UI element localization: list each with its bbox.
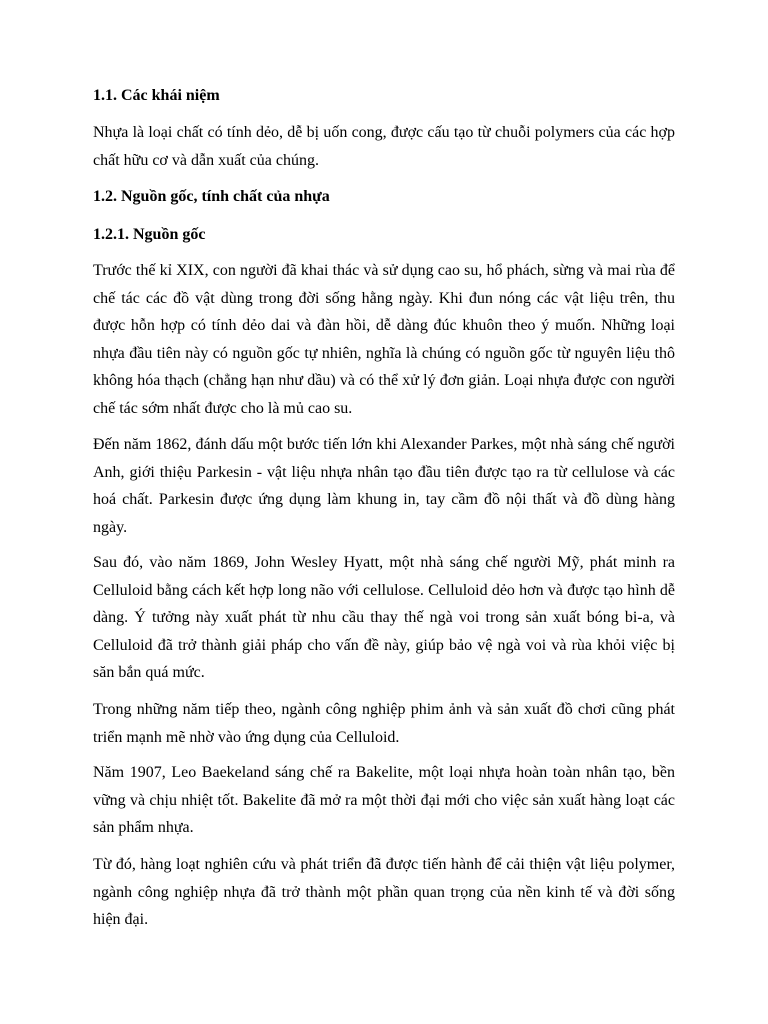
- paragraph-modern-industry: Từ đó, hàng loạt nghiên cứu và phát triển đã được tiến hành để cải thiện vật liệu polymer, ngành công nghiệp nhựa đã trở thành một phần quan trọng của nền kinh tế và đời sống hiện đại.: [93, 856, 675, 928]
- heading-1-2-1: 1.2.1. Nguồn gốc: [93, 226, 206, 243]
- paragraph-origin-natural: Trước thế kỉ XIX, con người đã khai thác và sử dụng cao su, hổ phách, sừng và mai rùa để chế tác các đồ vật dùng trong đời sống hằng ngày. Khi đun nóng các vật liệu trên, thu được hỗn hợp có tính dẻo dai và đàn hồi, dễ dàng đúc khuôn theo ý muốn. Những loại nhựa đầu tiên này có nguồn gốc tự nhiên, nghĩa là chúng có nguồn gốc từ nguyên liệu thô không hóa thạch (chẳng hạn như dầu) và có thể xử lý đơn giản. Loại nhựa được con người chế tác sớm nhất được cho là mủ cao su.: [93, 262, 675, 417]
- paragraph-bakelite: Năm 1907, Leo Baekeland sáng chế ra Bakelite, một loại nhựa hoàn toàn nhân tạo, bền vững và chịu nhiệt tốt. Bakelite đã mở ra một thời đại mới cho việc sản xuất hàng loạt các sản phẩm nhựa.: [93, 764, 675, 836]
- heading-1-1: 1.1. Các khái niệm: [93, 87, 220, 104]
- paragraph-parkesin: Đến năm 1862, đánh dấu một bước tiến lớn khi Alexander Parkes, một nhà sáng chế người Anh, giới thiệu Parkesin - vật liệu nhựa nhân tạo đầu tiên được tạo ra từ cellulose và các hoá chất. Parkesin được ứng dụng làm khung in, tay cầm đồ nội thất và đồ dùng hàng ngày.: [93, 436, 675, 536]
- paragraph-film-industry: Trong những năm tiếp theo, ngành công nghiệp phim ảnh và sản xuất đồ chơi cũng phát triển mạnh mẽ nhờ vào ứng dụng của Celluloid.: [93, 701, 675, 746]
- paragraph-definition: Nhựa là loại chất có tính dẻo, dễ bị uốn cong, được cấu tạo từ chuỗi polymers của các hợp chất hữu cơ và dẫn xuất của chúng.: [93, 124, 675, 169]
- paragraph-celluloid: Sau đó, vào năm 1869, John Wesley Hyatt, một nhà sáng chế người Mỹ, phát minh ra Celluloid bằng cách kết hợp long não với cellulose. Celluloid dẻo hơn và được tạo hình dễ dàng. Ý tưởng này xuất phát từ nhu cầu thay thế ngà voi trong sản xuất bóng bi-a, và Celluloid đã trở thành giải pháp cho vấn đề này, giúp bảo vệ ngà voi và rùa khỏi việc bị săn bắn quá mức.: [93, 554, 675, 681]
- heading-1-2: 1.2. Nguồn gốc, tính chất của nhựa: [93, 188, 330, 205]
